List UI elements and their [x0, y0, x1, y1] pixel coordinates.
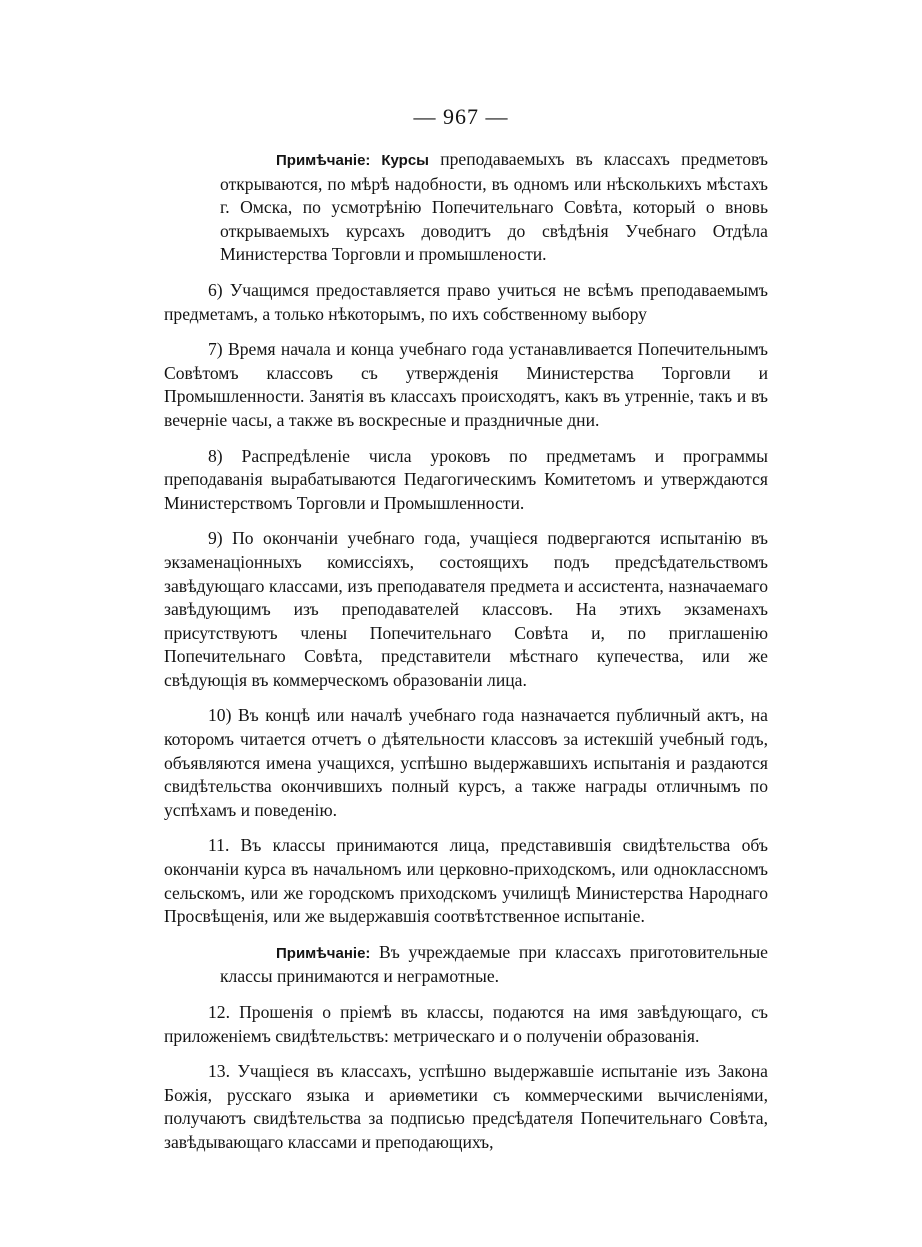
paragraph-text: 9) По окончаніи учебнаго года, учащіеся подвергаются испытанію въ экзаменаціонныхъ комиссіяхъ, состоящихъ подъ предсѣдательствомъ завѣдующаго классами, изъ преподавателя предмета и ассистента, назначаемаго завѣдующимъ изъ преподавателей классовъ. На этихъ экзаменахъ присутствуютъ члены Попечительнаго Совѣта и, по приглашенію Попечительнаго Совѣта, представители мѣстнаго купечества, или же свѣдующія въ коммерческомъ образованіи лица.	[164, 528, 768, 690]
paragraph-13	[164, 1060, 768, 1154]
note-preparatory	[220, 941, 768, 989]
paragraph-text: 10) Въ концѣ или началѣ учебнаго года назначается публичный актъ, на которомъ читается отчетъ о дѣятельности классовъ за истекшій учебный годъ, объявляются имена учащихся, успѣшно выдержавшихъ испытанія и раздаются свидѣтельства окончившихъ полный курсъ, а также награды отличнымъ по успѣхамъ и поведенію.	[164, 705, 768, 820]
paragraph-text: Въ учреждаемые при классахъ приготовительные классы принимаются и неграмотные.	[220, 941, 768, 987]
paragraph-10	[164, 704, 768, 822]
paragraph-6	[164, 279, 768, 326]
paragraph-11	[164, 834, 768, 928]
page-body	[164, 148, 768, 1167]
paragraph-7	[164, 338, 768, 432]
paragraph-text: 11. Въ классы принимаются лица, представившія свидѣтельства объ окончаніи курса въ начальномъ или церковно-приходскомъ, или одноклассномъ сельскомъ, или же городскомъ приходскомъ училищѣ Министерства Народнаго Просвѣщенія, или же выдержавшія соотвѣтственное испытаніе.	[164, 835, 768, 927]
paragraph-text: 12. Прошенія о пріемѣ въ классы, подаются на имя завѣдующаго, съ приложеніемъ свидѣтельствъ: метрическаго и о полученіи образованія.	[164, 1002, 768, 1046]
paragraph-text: 6) Учащимся предоставляется право учиться не всѣмъ преподаваемымъ предметамъ, а только нѣкоторымъ, по ихъ собственному выбору	[164, 279, 768, 324]
note-lead: Примѣчаніе: Курсы	[276, 152, 429, 169]
paragraph-text: 13. Учащіеся въ классахъ, успѣшно выдержавшіе испытаніе изъ Закона Божія, русскаго языка и ариѳметики съ коммерческими вычисленіями, получаютъ свидѣтельства за подписью предсѣдателя Попечительнаго Совѣта, завѣдывающаго классами и преподающихъ,	[164, 1061, 768, 1152]
paragraph-12	[164, 1001, 768, 1048]
paragraph-8	[164, 445, 768, 516]
paragraph-text: 7) Время начала и конца учебнаго года устанавливается Попечительнымъ Совѣтомъ классовъ съ утвержденія Министерства Торговли и Промышленности. Занятія въ классахъ происходятъ, какъ въ утренніе, такъ и въ вечерніе часы, а также въ воскресные и праздничные дни.	[164, 339, 768, 430]
page-number: — 967 —	[413, 104, 509, 129]
paragraph-9	[164, 527, 768, 692]
note-courses	[220, 148, 768, 267]
paragraph-text: преподаваемыхъ въ классахъ предметовъ открываются, по мѣрѣ надобности, въ одномъ или нѣсколькихъ мѣстахъ г. Омска, по усмотрѣнію Попечительнаго Совѣта, который о вновь открываемыхъ курсахъ доводитъ до свѣдѣнія Учебнаго Отдѣла Министерства Торговли и промышлености.	[220, 149, 768, 265]
note-lead: Примѣчаніе:	[276, 944, 371, 962]
paragraph-text: 8) Распредѣленіе числа уроковъ по предметамъ и программы преподаванія вырабатываются Педагогическимъ Комитетомъ и утверждаются Министерствомъ Торговли и Промышленности.	[164, 445, 768, 513]
